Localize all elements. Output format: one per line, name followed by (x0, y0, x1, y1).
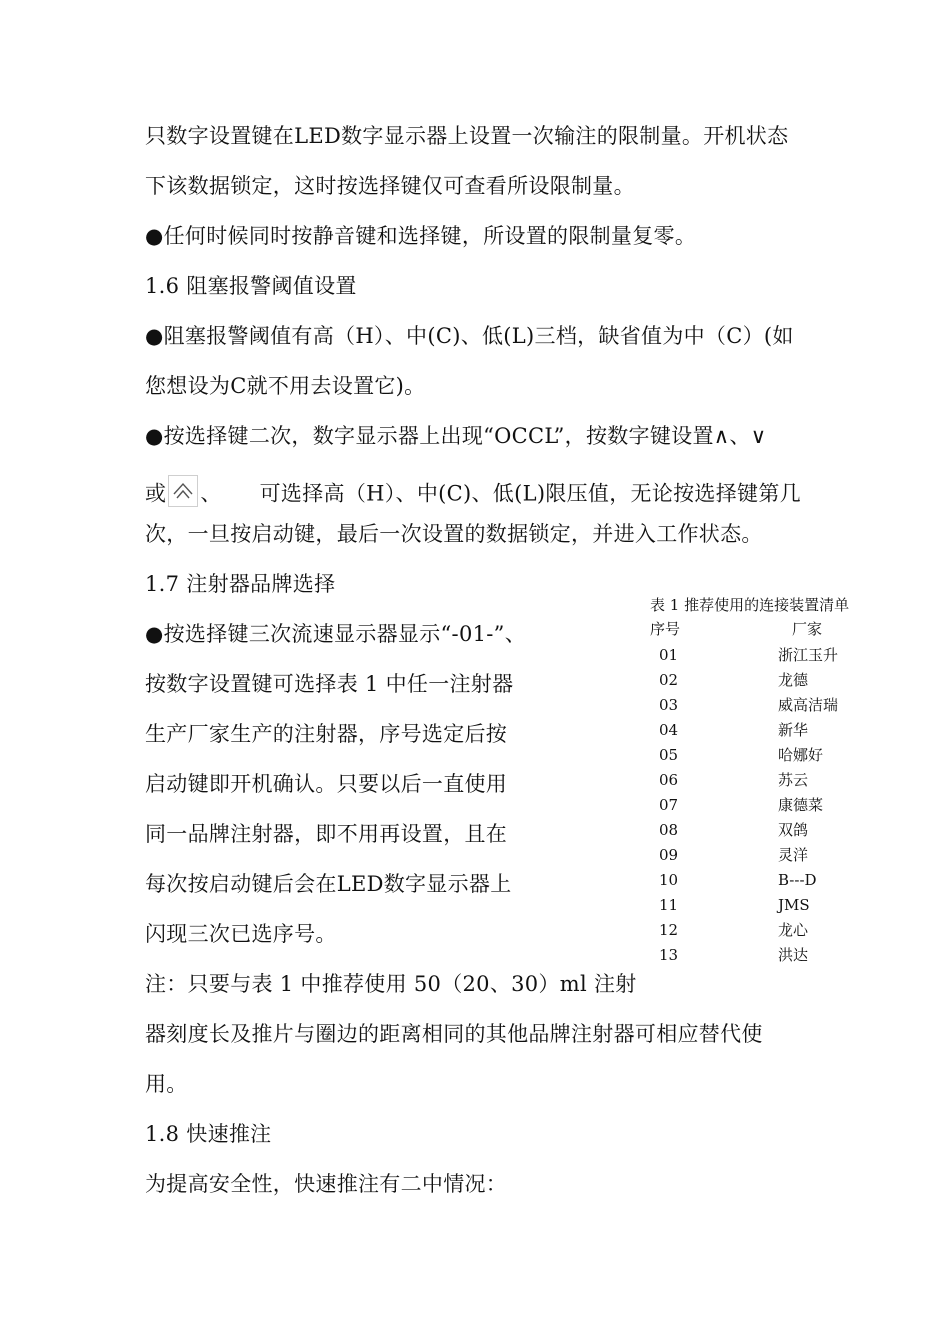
table-cell-number: 04 (659, 721, 679, 739)
table-row (650, 918, 910, 943)
table-header-number: 序号 (650, 620, 681, 638)
paragraph-line: ●按选择键三次流速显示器显示“-01-”、 (145, 622, 527, 646)
table-cell-number: 01 (659, 646, 679, 664)
table-row (650, 793, 910, 818)
table-cell-number: 05 (659, 746, 679, 764)
table-row (650, 868, 910, 893)
table-cell-manufacturer: 双鸽 (778, 821, 809, 839)
table-cell-number: 03 (659, 696, 679, 714)
paragraph-line: 生产厂家生产的注射器，序号选定后按 (145, 722, 508, 746)
note-line: 注：只要与表 1 中推荐使用 50（20、30）ml 注射 (145, 972, 637, 996)
paragraph-line: 闪现三次已选序号。 (145, 922, 337, 946)
paragraph-line: 用。 (145, 1072, 188, 1096)
paragraph-line: ●按选择键二次，数字显示器上出现“OCCL”，按数字键设置∧、∨ (145, 424, 767, 448)
table-row (650, 943, 910, 968)
table-cell-number: 02 (659, 671, 679, 689)
table-cell-manufacturer: 威高洁瑞 (778, 696, 839, 714)
table-cell-manufacturer: 龙心 (778, 921, 809, 939)
section-heading-1-6: 1.6 阻塞报警阈值设置 (145, 274, 357, 298)
double-up-arrow-icon (168, 475, 198, 507)
paragraph-line: 次，一旦按启动键，最后一次设置的数据锁定，并进入工作状态。 (145, 522, 763, 546)
table-cell-number: 07 (659, 796, 679, 814)
paragraph-line: 下该数据锁定，这时按选择键仅可查看所设限制量。 (145, 174, 635, 198)
paragraph-line: ●任何时候同时按静音键和选择键，所设置的限制量复零。 (145, 224, 697, 248)
paragraph-line: 每次按启动键后会在LED数字显示器上 (145, 872, 512, 896)
table-header-manufacturer: 厂家 (792, 620, 823, 638)
table-cell-manufacturer: B---D (778, 871, 817, 889)
table-row (650, 743, 910, 768)
paragraph-line: 您想设为C就不用去设置它)。 (145, 374, 426, 398)
table-cell-manufacturer: JMS (778, 896, 810, 914)
table-cell-number: 09 (659, 846, 679, 864)
table-cell-manufacturer: 新华 (778, 721, 809, 739)
paragraph-line: 为提高安全性，快速推注有二中情况： (145, 1172, 508, 1196)
table-cell-number: 08 (659, 821, 679, 839)
table-caption: 表 1 推荐使用的连接装置清单 (650, 596, 850, 614)
table-cell-number: 12 (659, 921, 679, 939)
table-row (650, 643, 910, 668)
table-cell-number: 10 (659, 871, 679, 889)
table-row (650, 893, 910, 918)
paragraph-line: ●阻塞报警阈值有高（H）、中(C)、低(L)三档，缺省值为中（C）(如 (145, 324, 794, 348)
table-row (650, 693, 910, 718)
table-cell-number: 13 (659, 946, 679, 964)
section-heading-1-8: 1.8 快速推注 (145, 1122, 272, 1146)
table-row (650, 818, 910, 843)
paragraph-line: 器刻度长及推片与圈边的距离相同的其他品牌注射器可相应替代使 (145, 1022, 763, 1046)
text-fragment: 可选择高（H）、中(C)、低(L)限压值，无论按选择键第几 (259, 481, 801, 506)
table-row (650, 668, 910, 693)
table-cell-manufacturer: 洪达 (778, 946, 809, 964)
table-cell-manufacturer: 哈娜好 (778, 746, 824, 764)
paragraph-line: 启动键即开机确认。只要以后一直使用 (145, 772, 508, 796)
table-cell-number: 11 (659, 896, 679, 914)
table-cell-manufacturer: 康德菜 (778, 796, 824, 814)
table-cell-number: 06 (659, 771, 679, 789)
paragraph-line-with-icon (145, 479, 801, 511)
text-fragment: 或 (145, 481, 167, 506)
table-cell-manufacturer: 苏云 (778, 771, 809, 789)
table-cell-manufacturer: 浙江玉升 (778, 646, 839, 664)
table-cell-manufacturer: 灵洋 (778, 846, 809, 864)
paragraph-line: 按数字设置键可选择表 1 中任一注射器 (145, 672, 514, 696)
table-row (650, 718, 910, 743)
text-fragment: 、 (200, 481, 222, 506)
paragraph-line: 只数字设置键在LED数字显示器上设置一次输注的限制量。开机状态 (145, 124, 789, 148)
table-row (650, 843, 910, 868)
section-heading-1-7: 1.7 注射器品牌选择 (145, 572, 336, 596)
table-cell-manufacturer: 龙德 (778, 671, 809, 689)
table-row (650, 768, 910, 793)
paragraph-line: 同一品牌注射器，即不用再设置，且在 (145, 822, 508, 846)
